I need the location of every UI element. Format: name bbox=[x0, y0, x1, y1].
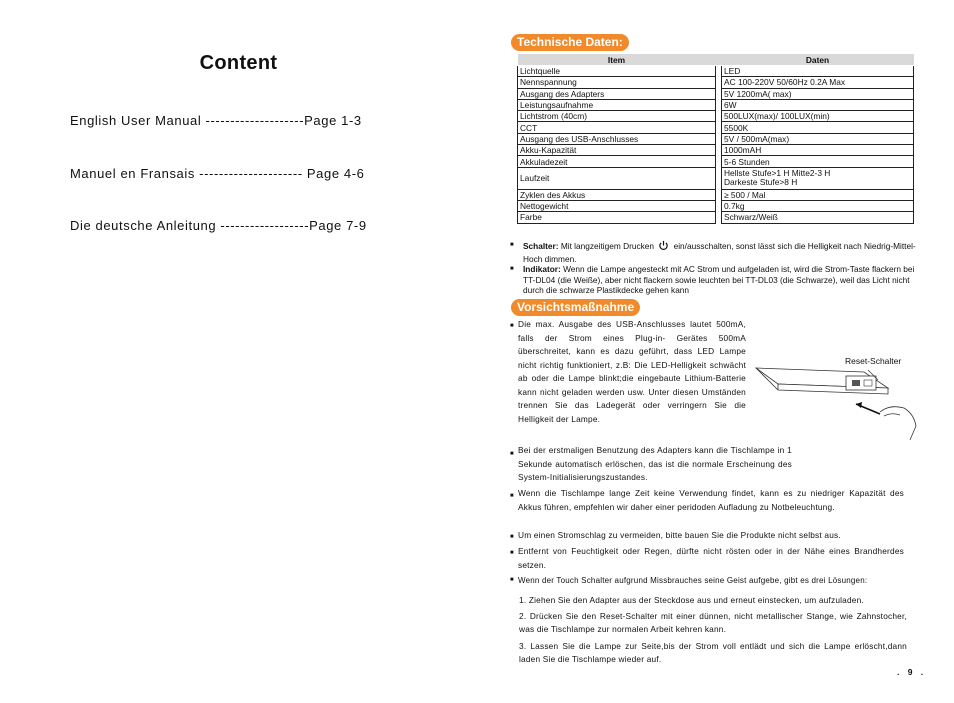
indikator-note bbox=[523, 264, 923, 296]
solution-3: 3. Lassen Sie die Lampe zur Seite,bis der Strom voll entlädt und sich die Lampe erlöscht,dann laden Sie die Tischlampe wieder auf. bbox=[519, 641, 907, 664]
row-item: Akku-Kapazität bbox=[518, 145, 716, 156]
row-value: 6W bbox=[722, 99, 914, 110]
precaution-1: Die max. Ausgabe des USB-Anschlusses lautet 500mA, falls der Strom eines Plug-in- Gerätes 500mA überschreitet, kann es dazu geführt, dass LED Lampe nicht richtig funktioniert, z.B: Die LED-Helligkeit schwächt ab oder die Lampe blinkt;die eingebaute Lithium-Batterie kann nicht geladen werden usw. Unter diesen Umständen trennen Sie das Ladegerät oder verringern Sie die Helligkeit der Lampe. bbox=[518, 319, 746, 424]
bullet-icon: ■ bbox=[510, 242, 514, 248]
spec-table bbox=[517, 54, 914, 224]
bullet-icon: ■ bbox=[510, 577, 514, 583]
bullet-icon: ■ bbox=[510, 550, 514, 556]
precaution-2: Bei der erstmaligen Benutzung des Adapters kann die Tischlampe in 1 Sekunde automatisch erlöschen, das ist die normale Erscheinung des System-Initialisierungszustandes. bbox=[518, 445, 792, 482]
table-row bbox=[518, 122, 914, 133]
table-row bbox=[518, 133, 914, 144]
row-item: Akkuladezeit bbox=[518, 156, 716, 167]
row-item: CCT bbox=[518, 122, 716, 133]
toc-english: English User Manual --------------------Page 1-3 bbox=[70, 113, 362, 128]
row-value: LED bbox=[722, 66, 914, 77]
toc-german: Die deutsche Anleitung ------------------Page 7-9 bbox=[70, 218, 367, 233]
table-row bbox=[518, 212, 914, 223]
table-row bbox=[518, 156, 914, 167]
bullet-icon: ■ bbox=[510, 451, 514, 457]
row-value: 500LUX(max)/ 100LUX(min) bbox=[722, 111, 914, 122]
row-value: 0.7kg bbox=[722, 200, 914, 211]
row-item: Laufzeit bbox=[518, 167, 716, 189]
row-item: Farbe bbox=[518, 212, 716, 223]
runtime-line: Darkeste Stufe>8 H bbox=[724, 177, 798, 188]
row-value bbox=[722, 167, 914, 189]
bullet-icon: ■ bbox=[510, 323, 514, 329]
precaution-6: Wenn der Touch Schalter aufgrund Missbrauches seine Geist aufgebe, gibt es drei Lösungen: bbox=[518, 576, 868, 585]
row-item: Ausgang des Adapters bbox=[518, 88, 716, 99]
row-value: ≥ 500 / Mal bbox=[722, 189, 914, 200]
row-value: 5500K bbox=[722, 122, 914, 133]
table-row bbox=[518, 88, 914, 99]
section-vorsichtsmassnahme: Vorsichtsmaßnahme bbox=[511, 299, 640, 316]
precaution-4: Um einen Stromschlag zu vermeiden, bitte bauen Sie die Produkte nicht selbst aus. bbox=[518, 530, 841, 540]
row-item: Ausgang des USB-Anschlusses bbox=[518, 133, 716, 144]
table-row bbox=[518, 77, 914, 88]
indikator-label: Indikator: bbox=[523, 264, 561, 274]
section-technische-daten: Technische Daten: bbox=[511, 34, 629, 51]
table-row bbox=[518, 111, 914, 122]
indikator-text: Wenn die Lampe angesteckt mit AC Strom und aufgeladen ist, wird die Strom-Taste flackern bei TT-DL04 (die Weiße), aber nicht flackern sowie leuchten bei TT-DL03 (die Schwarze), weil das Licht nicht durch die schwarze Plastikdecke gehen kann bbox=[523, 264, 915, 295]
runtime-line: Hellste Stufe>1 H Mitte2-3 H bbox=[724, 167, 831, 178]
precaution-5: Entfernt von Feuchtigkeit oder Regen, dürfte nicht rösten oder in der Nähe eines Brandherdes setzen. bbox=[518, 546, 904, 570]
row-item: Nettogewicht bbox=[518, 200, 716, 211]
page-number: . 9 . bbox=[897, 667, 927, 677]
table-row-runtime bbox=[518, 167, 914, 189]
schalter-text-cont: ein/ausschalten, sonst lässt sich die Helligkeit nach Niedrig-Mittel-Hoch dimmen. bbox=[523, 241, 916, 264]
table-row bbox=[518, 145, 914, 156]
reset-label: Reset-Schalter bbox=[845, 356, 902, 366]
row-item: Nennspannung bbox=[518, 77, 716, 88]
schalter-note bbox=[523, 240, 923, 264]
row-value: 5-6 Stunden bbox=[722, 156, 914, 167]
table-header-daten: Daten bbox=[722, 54, 914, 66]
schalter-text: Mit langzeitigem Drucken bbox=[558, 241, 657, 251]
content-title: Content bbox=[199, 52, 278, 74]
row-item: Zyklen des Akkus bbox=[518, 189, 716, 200]
bullet-icon: ■ bbox=[510, 534, 514, 540]
table-row bbox=[518, 200, 914, 211]
row-item: Leistungsaufnahme bbox=[518, 99, 716, 110]
precaution-3: Wenn die Tischlampe lange Zeit keine Verwendung findet, kann es zu niedriger Kapazität des Akkus führen, empfehlen wir daher einer peridoden Aufladung zu Notbeleuchtung. bbox=[518, 488, 904, 512]
row-value: 1000mAH bbox=[722, 145, 914, 156]
row-item: Lichtstrom (40cm) bbox=[518, 111, 716, 122]
row-value: AC 100-220V 50/60Hz 0.2A Max bbox=[722, 77, 914, 88]
row-value: 5V 1200mA( max) bbox=[722, 88, 914, 99]
schalter-label: Schalter: bbox=[523, 241, 559, 251]
bullet-icon: ■ bbox=[510, 266, 514, 272]
row-value: 5V / 500mA(max) bbox=[722, 133, 914, 144]
table-header-item: Item bbox=[518, 54, 716, 66]
right-page bbox=[477, 0, 954, 703]
power-icon bbox=[658, 240, 669, 254]
solution-2: 2. Drücken Sie den Reset-Schalter mit einer dünnen, nicht metallischer Stange, wie Zahnstocher, was die Tischlampe zur normalen Arbeit kehren kann. bbox=[519, 611, 907, 634]
row-value: Schwarz/Weiß bbox=[722, 212, 914, 223]
row-item: Lichtquelle bbox=[518, 66, 716, 77]
solution-1: 1. Ziehen Sie den Adapter aus der Steckdose aus und erneut einstecken, um aufzuladen. bbox=[519, 595, 864, 605]
table-row bbox=[518, 99, 914, 110]
bullet-icon: ■ bbox=[510, 493, 514, 499]
table-row bbox=[518, 66, 914, 77]
table-row bbox=[518, 189, 914, 200]
toc-french: Manuel en Fransais --------------------- Page 4-6 bbox=[70, 166, 365, 181]
